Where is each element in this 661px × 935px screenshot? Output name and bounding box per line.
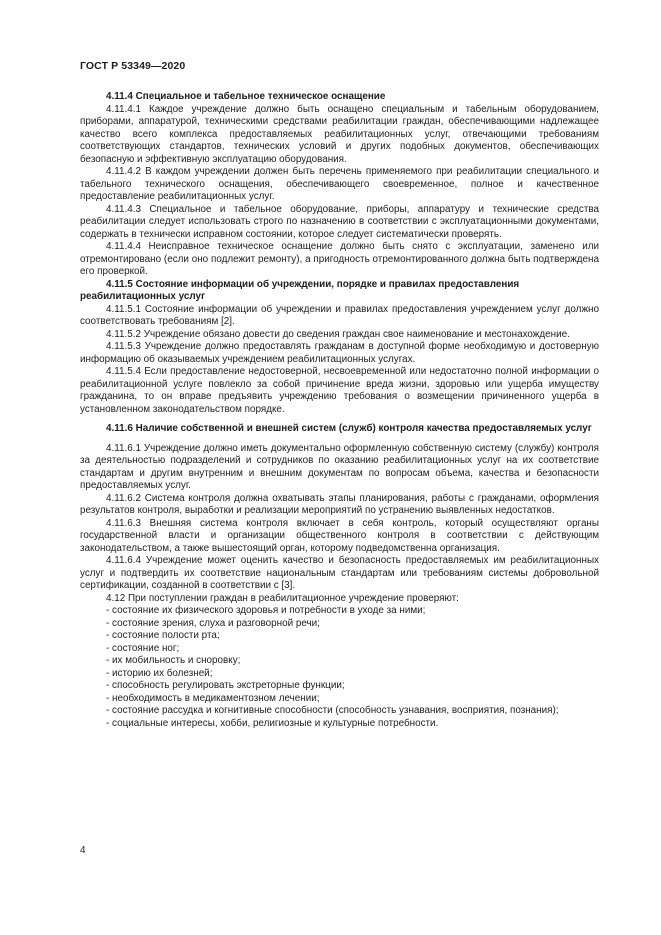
list-item: - историю их болезней; — [106, 667, 213, 679]
section-heading-4-11-5: 4.11.5 Состояние информации об учреждении, порядке и правилах предоставления реабилитационных услуг — [80, 278, 520, 302]
list-item: - социальные интересы, хобби, религиозные и культурные потребности. — [106, 717, 439, 729]
check-list — [80, 605, 599, 730]
paragraph-4-11-4-4: 4.11.4.4 Неисправное техническое оснащение должно быть снято с эксплуатации, заменено или отремонтировано (если оно подлежит ремонту), а пригодность отремонтированного должна быть подтверждена его проверкой. — [80, 241, 599, 277]
document-body — [80, 91, 599, 730]
list-item: - состояние их физического здоровья и потребности в уходе за ними; — [106, 605, 426, 616]
paragraph-4-11-4-3: 4.11.4.3 Специальное и табельное оборудование, приборы, аппаратуру и технические средства реабилитации следует использовать строго по назначению в соответствии с эксплуатационными документами, содержать в технически исправном состоянии, которое следует систематически проверять. — [80, 203, 599, 240]
paragraph-4-11-4-2: 4.11.4.2 В каждом учреждении должен быть перечень применяемого при реабилитации специального и табельного технического оснащения, обеспечивающего своевременное, полное и качественное предоставление реабилитационных услуг. — [80, 166, 599, 202]
page-number: 4 — [80, 845, 86, 856]
paragraph-4-11-5-4: 4.11.5.4 Если предоставление недостоверной, несвоевременной или недостаточно полной информации о реабилитационной услуге повлекло за собой причинение вреда жизни, здоровью или ущерба имуществу гражданина, то он вправе предъявить учреждению требования о возмещении причиненного ущерба в установленном законодательством порядке. — [80, 366, 599, 415]
paragraph-4-11-6-3: 4.11.6.3 Внешняя система контроля включает в себя контроль, который осуществляют органы государственной власти и организации общественного контроля в соответствии с действующим законодательством, а также вышестоящий орган, которому подведомственна организация. — [80, 517, 599, 554]
list-item: - их мобильность и сноровку; — [106, 655, 241, 666]
paragraph-4-11-4-1: 4.11.4.1 Каждое учреждение должно быть оснащено специальным и табельным оборудованием, приборами, аппаратурой, техническими средствами реабилитации граждан, обеспечивающими надлежащее качество всего комплекса предоставляемых реабилитационных услуг, отвечающими требованиям соответствующих стандартов, технических условий и других подобных документов, обеспечивающих безопасную и эффективную эксплуатацию оборудования. — [80, 103, 599, 165]
list-item: - состояние зрения, слуха и разговорной речи; — [106, 617, 320, 629]
paragraph-4-11-6-1: 4.11.6.1 Учреждение должно иметь документально оформленную собственную систему (службу) контроля за деятельностью подразделений и сотрудников по оказанию реабилитационных услуг на их соответствие стандартам и другим внутренним и внешним документам по вопросам объема, качества и безопасности предоставляемых услуг. — [80, 442, 599, 491]
paragraph-4-12: 4.12 При поступлении граждан в реабилитационное учреждение проверяют: — [106, 592, 459, 604]
paragraph-4-11-6-4: 4.11.6.4 Учреждение может оценить качество и безопасность предоставляемых им реабилитационных услуг и подтвердить их соответствие национальным стандартам или требованиям системы добровольной сертификации, созданной в соответствии с [3]. — [80, 555, 599, 591]
list-item: - состояние полости рта; — [106, 630, 220, 641]
list-item: - необходимость в медикаментозном лечении; — [106, 692, 320, 704]
paragraph-4-11-5-1: 4.11.5.1 Состояние информации об учреждении и правилах предоставления учреждением услуг должно соответствовать требованиям [2]. — [80, 303, 599, 327]
paragraph-4-11-5-2: 4.11.5.2 Учреждение обязано довести до сведения граждан свое наименование и местонахождение. — [106, 328, 570, 340]
standard-header: ГОСТ Р 53349—2020 — [80, 60, 186, 72]
paragraph-4-11-6-2: 4.11.6.2 Система контроля должна охватывать этапы планирования, работы с гражданами, оформления результатов контроля, выработки и реализации мероприятий по устранению выявленных недостатков. — [80, 492, 599, 516]
section-heading-4-11-6: 4.11.6 Наличие собственной и внешней систем (служб) контроля качества предоставляемых услуг — [106, 423, 592, 434]
list-item: - способность регулировать экстреторные функции; — [106, 680, 345, 691]
list-item: - состояние ног; — [106, 642, 180, 654]
list-item: - состояние рассудка и когнитивные способности (способность узнавания, восприятия, познания); — [106, 705, 559, 716]
section-heading-4-11-4: 4.11.4 Специальное и табельное техническое оснащение — [106, 91, 386, 102]
paragraph-4-11-5-3: 4.11.5.3 Учреждение должно предоставлять гражданам в доступной форме необходимую и достоверную информацию об оказываемых учреждением реабилитационных услугах. — [80, 341, 599, 365]
